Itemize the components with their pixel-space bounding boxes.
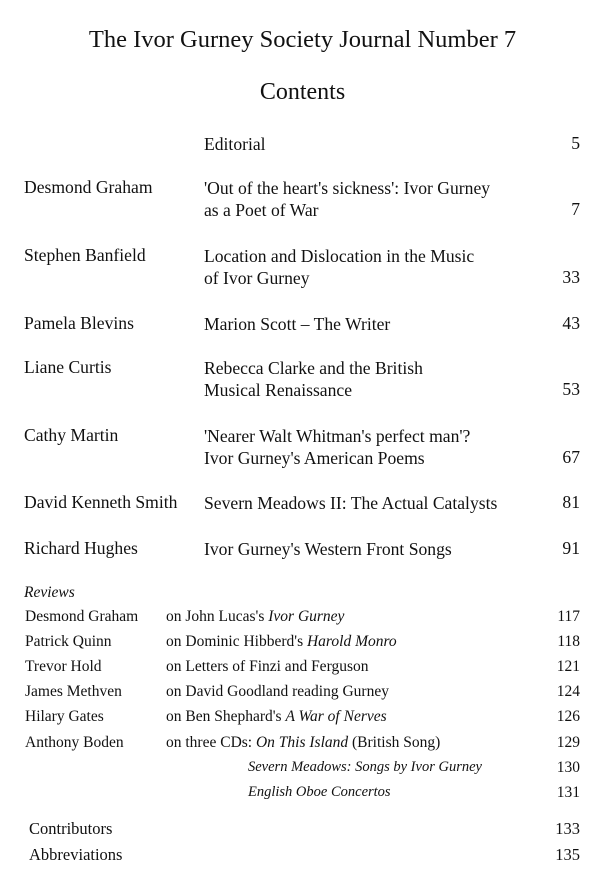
journal-title: The Ivor Gurney Society Journal Number 7 — [88, 26, 517, 53]
review-page: 126 — [556, 708, 580, 725]
review-page: 121 — [556, 658, 580, 675]
back-matter-page: 133 — [555, 819, 580, 838]
entry-title: Marion Scott – The Writer — [204, 314, 391, 334]
review-text: on John Lucas's Ivor Gurney — [166, 608, 345, 625]
review-page: 117 — [557, 608, 580, 625]
entry-author: Liane Curtis — [24, 357, 112, 377]
entry-page: 81 — [562, 492, 580, 512]
review-page: 118 — [557, 633, 580, 650]
entry-author: Stephen Banfield — [24, 245, 146, 265]
entry-page: 43 — [562, 313, 580, 333]
review-author: Hilary Gates — [25, 708, 104, 725]
back-matter-label: Abbreviations — [29, 845, 123, 864]
review-page: 130 — [556, 759, 580, 776]
review-author: Patrick Quinn — [25, 633, 112, 650]
entry-title: Rebecca Clarke and the British Musical Renaissance — [204, 358, 423, 400]
entry-page: 67 — [562, 447, 580, 467]
entry-page: 53 — [562, 379, 580, 399]
review-page: 129 — [556, 734, 580, 751]
entry-page: 33 — [562, 267, 580, 287]
review-author: Desmond Graham — [25, 608, 139, 625]
entry-author: David Kenneth Smith — [24, 492, 178, 512]
review-author: James Methven — [25, 683, 122, 700]
entry-title: Severn Meadows II: The Actual Catalysts — [204, 493, 498, 513]
review-page: 131 — [556, 784, 580, 801]
review-text: on three CDs: On This Island (British Song) — [166, 734, 441, 751]
review-text: on Letters of Finzi and Ferguson — [166, 658, 369, 675]
entry-author: Desmond Graham — [24, 177, 153, 197]
entry-author: Richard Hughes — [24, 538, 138, 558]
review-text: on Dominic Hibberd's Harold Monro — [166, 633, 397, 650]
review-page: 124 — [556, 683, 580, 700]
review-text: on David Goodland reading Gurney — [166, 683, 389, 700]
entry-title: Ivor Gurney's Western Front Songs — [204, 539, 452, 559]
entry-title: 'Out of the heart's sickness': Ivor Gurney as a Poet of War — [204, 178, 491, 220]
back-matter-page: 135 — [555, 845, 580, 864]
back-matter-label: Contributors — [29, 819, 113, 838]
entry-author: Pamela Blevins — [24, 313, 134, 333]
reviews-heading: Reviews — [24, 584, 75, 601]
entry-author: Cathy Martin — [24, 425, 119, 445]
review-author: Trevor Hold — [25, 658, 102, 675]
entry-page: 7 — [571, 199, 580, 219]
review-author: Anthony Boden — [25, 734, 124, 751]
review-text: on Ben Shephard's A War of Nerves — [166, 708, 387, 725]
contents-heading: Contents — [259, 79, 346, 105]
entry-title: Editorial — [204, 134, 266, 154]
review-subitem-title: English Oboe Concertos — [248, 784, 391, 800]
entry-page: 91 — [562, 538, 580, 558]
entry-title: Location and Dislocation in the Music of Ivor Gurney — [204, 246, 475, 288]
entry-page: 5 — [571, 133, 580, 153]
entry-title: 'Nearer Walt Whitman's perfect man'? Ivor Gurney's American Poems — [204, 426, 471, 468]
review-subitem-title: Severn Meadows: Songs by Ivor Gurney — [248, 759, 482, 775]
